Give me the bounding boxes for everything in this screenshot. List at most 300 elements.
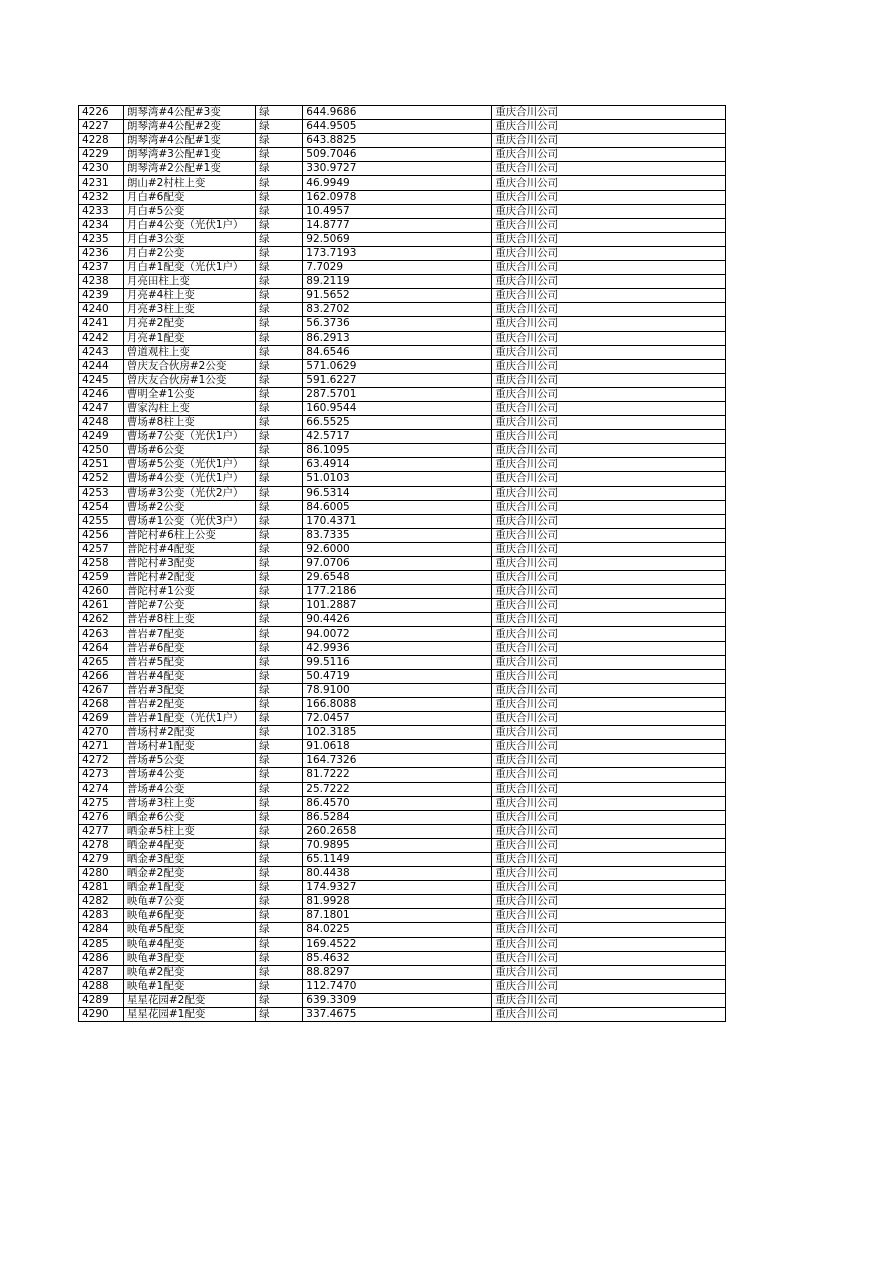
cell-value: 84.0225 (303, 923, 492, 937)
cell-id: 4234 (79, 218, 124, 232)
cell-value: 644.9505 (303, 120, 492, 134)
cell-id: 4238 (79, 275, 124, 289)
cell-company: 重庆合川公司 (492, 613, 726, 627)
cell-company: 重庆合川公司 (492, 627, 726, 641)
cell-id: 4284 (79, 923, 124, 937)
cell-name: 普场#5公变 (123, 754, 255, 768)
cell-company: 重庆合川公司 (492, 261, 726, 275)
cell-value: 287.5701 (303, 387, 492, 401)
cell-name: 曹场#4公变（光伏1户） (123, 472, 255, 486)
cell-value: 63.4914 (303, 458, 492, 472)
cell-id: 4254 (79, 500, 124, 514)
cell-company: 重庆合川公司 (492, 796, 726, 810)
cell-name: 曾道观柱上变 (123, 345, 255, 359)
table-row (79, 289, 726, 303)
cell-company: 重庆合川公司 (492, 965, 726, 979)
table-row (79, 218, 726, 232)
table-row (79, 204, 726, 218)
cell-value: 337.4675 (303, 1008, 492, 1022)
cell-company: 重庆合川公司 (492, 204, 726, 218)
cell-id: 4283 (79, 909, 124, 923)
cell-color: 绿 (256, 275, 303, 289)
cell-company: 重庆合川公司 (492, 909, 726, 923)
cell-id: 4258 (79, 557, 124, 571)
table-row (79, 120, 726, 134)
cell-color: 绿 (256, 726, 303, 740)
cell-value: 166.8088 (303, 697, 492, 711)
cell-company: 重庆合川公司 (492, 881, 726, 895)
cell-value: 81.7222 (303, 768, 492, 782)
cell-name: 曹场#2公变 (123, 500, 255, 514)
table-row (79, 444, 726, 458)
cell-color: 绿 (256, 486, 303, 500)
table-row (79, 430, 726, 444)
table-row (79, 697, 726, 711)
cell-color: 绿 (256, 1008, 303, 1022)
cell-value: 70.9895 (303, 838, 492, 852)
cell-value: 51.0103 (303, 472, 492, 486)
cell-name: 普陀村#3配变 (123, 557, 255, 571)
table-row (79, 726, 726, 740)
cell-id: 4281 (79, 881, 124, 895)
cell-value: 66.5525 (303, 416, 492, 430)
cell-id: 4243 (79, 345, 124, 359)
cell-company: 重庆合川公司 (492, 641, 726, 655)
cell-color: 绿 (256, 317, 303, 331)
table-row (79, 979, 726, 993)
cell-name: 映龟#1配变 (123, 979, 255, 993)
table-row (79, 232, 726, 246)
cell-name: 曾庆友合伙房#2公变 (123, 359, 255, 373)
table-row (79, 867, 726, 881)
cell-value: 571.0629 (303, 359, 492, 373)
cell-value: 639.3309 (303, 993, 492, 1007)
cell-name: 曹明全#1公变 (123, 387, 255, 401)
cell-color: 绿 (256, 683, 303, 697)
cell-id: 4231 (79, 176, 124, 190)
cell-company: 重庆合川公司 (492, 359, 726, 373)
data-table (78, 105, 726, 1022)
cell-id: 4282 (79, 895, 124, 909)
cell-color: 绿 (256, 176, 303, 190)
cell-color: 绿 (256, 697, 303, 711)
cell-name: 普岩#8柱上变 (123, 613, 255, 627)
table-row (79, 571, 726, 585)
cell-name: 普陀#7公变 (123, 599, 255, 613)
cell-color: 绿 (256, 571, 303, 585)
cell-name: 普陀村#4配变 (123, 542, 255, 556)
cell-company: 重庆合川公司 (492, 937, 726, 951)
cell-id: 4252 (79, 472, 124, 486)
cell-color: 绿 (256, 303, 303, 317)
cell-name: 映龟#3配变 (123, 951, 255, 965)
cell-name: 晒金#4配变 (123, 838, 255, 852)
cell-color: 绿 (256, 331, 303, 345)
cell-id: 4257 (79, 542, 124, 556)
cell-company: 重庆合川公司 (492, 218, 726, 232)
cell-name: 普岩#7配变 (123, 627, 255, 641)
cell-name: 晒金#6公变 (123, 810, 255, 824)
cell-color: 绿 (256, 768, 303, 782)
table-row (79, 627, 726, 641)
cell-name: 月亮#2配变 (123, 317, 255, 331)
cell-name: 朗琴湾#4公配#3变 (123, 106, 255, 120)
table-row (79, 345, 726, 359)
cell-id: 4228 (79, 134, 124, 148)
cell-color: 绿 (256, 782, 303, 796)
cell-id: 4229 (79, 148, 124, 162)
cell-id: 4279 (79, 852, 124, 866)
cell-value: 85.4632 (303, 951, 492, 965)
cell-id: 4276 (79, 810, 124, 824)
cell-value: 97.0706 (303, 557, 492, 571)
table-row (79, 909, 726, 923)
cell-company: 重庆合川公司 (492, 768, 726, 782)
cell-color: 绿 (256, 500, 303, 514)
cell-color: 绿 (256, 162, 303, 176)
cell-color: 绿 (256, 289, 303, 303)
cell-color: 绿 (256, 190, 303, 204)
cell-color: 绿 (256, 951, 303, 965)
spreadsheet-region (78, 105, 726, 1022)
cell-company: 重庆合川公司 (492, 782, 726, 796)
table-row (79, 373, 726, 387)
cell-value: 42.5717 (303, 430, 492, 444)
cell-id: 4230 (79, 162, 124, 176)
cell-name: 朗琴湾#4公配#1变 (123, 134, 255, 148)
cell-company: 重庆合川公司 (492, 458, 726, 472)
cell-id: 4248 (79, 416, 124, 430)
cell-id: 4277 (79, 824, 124, 838)
table-row (79, 458, 726, 472)
cell-value: 84.6005 (303, 500, 492, 514)
cell-name: 普场#4公变 (123, 782, 255, 796)
cell-id: 4280 (79, 867, 124, 881)
cell-color: 绿 (256, 838, 303, 852)
cell-id: 4251 (79, 458, 124, 472)
cell-company: 重庆合川公司 (492, 655, 726, 669)
cell-value: 29.6548 (303, 571, 492, 585)
cell-color: 绿 (256, 557, 303, 571)
table-row (79, 754, 726, 768)
cell-color: 绿 (256, 359, 303, 373)
table-row (79, 416, 726, 430)
cell-color: 绿 (256, 909, 303, 923)
cell-value: 260.2658 (303, 824, 492, 838)
cell-color: 绿 (256, 740, 303, 754)
table-row (79, 937, 726, 951)
cell-name: 月白#6配变 (123, 190, 255, 204)
cell-name: 普场村#1配变 (123, 740, 255, 754)
cell-color: 绿 (256, 613, 303, 627)
cell-color: 绿 (256, 528, 303, 542)
table-row (79, 275, 726, 289)
cell-name: 普岩#4配变 (123, 669, 255, 683)
cell-company: 重庆合川公司 (492, 275, 726, 289)
cell-value: 88.8297 (303, 965, 492, 979)
cell-id: 4240 (79, 303, 124, 317)
cell-color: 绿 (256, 867, 303, 881)
table-row (79, 514, 726, 528)
cell-value: 112.7470 (303, 979, 492, 993)
cell-id: 4249 (79, 430, 124, 444)
cell-color: 绿 (256, 458, 303, 472)
cell-name: 映龟#7公变 (123, 895, 255, 909)
cell-color: 绿 (256, 232, 303, 246)
cell-name: 普场#4公变 (123, 768, 255, 782)
table-row (79, 359, 726, 373)
cell-name: 月白#4公变（光伏1户） (123, 218, 255, 232)
cell-company: 重庆合川公司 (492, 345, 726, 359)
cell-company: 重庆合川公司 (492, 289, 726, 303)
cell-value: 101.2887 (303, 599, 492, 613)
cell-id: 4278 (79, 838, 124, 852)
cell-color: 绿 (256, 923, 303, 937)
cell-name: 月亮#3柱上变 (123, 303, 255, 317)
cell-company: 重庆合川公司 (492, 867, 726, 881)
cell-company: 重庆合川公司 (492, 712, 726, 726)
cell-id: 4247 (79, 401, 124, 415)
cell-id: 4273 (79, 768, 124, 782)
table-row (79, 669, 726, 683)
cell-name: 普岩#1配变（光伏1户） (123, 712, 255, 726)
cell-id: 4271 (79, 740, 124, 754)
cell-color: 绿 (256, 514, 303, 528)
cell-value: 7.7029 (303, 261, 492, 275)
cell-company: 重庆合川公司 (492, 852, 726, 866)
cell-id: 4285 (79, 937, 124, 951)
cell-company: 重庆合川公司 (492, 190, 726, 204)
cell-company: 重庆合川公司 (492, 387, 726, 401)
cell-company: 重庆合川公司 (492, 134, 726, 148)
table-row (79, 824, 726, 838)
cell-value: 102.3185 (303, 726, 492, 740)
table-body (79, 106, 726, 1022)
cell-name: 映龟#2配变 (123, 965, 255, 979)
cell-color: 绿 (256, 416, 303, 430)
cell-name: 曹场#5公变（光伏1户） (123, 458, 255, 472)
cell-color: 绿 (256, 120, 303, 134)
cell-value: 87.1801 (303, 909, 492, 923)
table-row (79, 965, 726, 979)
cell-value: 90.4426 (303, 613, 492, 627)
cell-company: 重庆合川公司 (492, 472, 726, 486)
cell-company: 重庆合川公司 (492, 246, 726, 260)
table-row (79, 641, 726, 655)
cell-name: 映龟#4配变 (123, 937, 255, 951)
cell-value: 65.1149 (303, 852, 492, 866)
cell-company: 重庆合川公司 (492, 993, 726, 1007)
cell-company: 重庆合川公司 (492, 585, 726, 599)
cell-color: 绿 (256, 655, 303, 669)
cell-name: 普岩#5配变 (123, 655, 255, 669)
cell-color: 绿 (256, 430, 303, 444)
cell-color: 绿 (256, 712, 303, 726)
cell-company: 重庆合川公司 (492, 1008, 726, 1022)
cell-name: 曹场#6公变 (123, 444, 255, 458)
cell-company: 重庆合川公司 (492, 303, 726, 317)
cell-company: 重庆合川公司 (492, 697, 726, 711)
cell-company: 重庆合川公司 (492, 500, 726, 514)
cell-value: 81.9928 (303, 895, 492, 909)
cell-name: 曹场#1公变（光伏3户） (123, 514, 255, 528)
cell-company: 重庆合川公司 (492, 923, 726, 937)
cell-color: 绿 (256, 852, 303, 866)
cell-color: 绿 (256, 796, 303, 810)
cell-value: 330.9727 (303, 162, 492, 176)
cell-company: 重庆合川公司 (492, 571, 726, 585)
cell-id: 4233 (79, 204, 124, 218)
cell-name: 曹场#7公变（光伏1户） (123, 430, 255, 444)
cell-company: 重庆合川公司 (492, 148, 726, 162)
cell-value: 84.6546 (303, 345, 492, 359)
cell-company: 重庆合川公司 (492, 317, 726, 331)
cell-company: 重庆合川公司 (492, 726, 726, 740)
cell-name: 月白#2公变 (123, 246, 255, 260)
table-row (79, 838, 726, 852)
cell-name: 晒金#3配变 (123, 852, 255, 866)
cell-color: 绿 (256, 965, 303, 979)
table-row (79, 317, 726, 331)
cell-company: 重庆合川公司 (492, 683, 726, 697)
table-row (79, 768, 726, 782)
cell-company: 重庆合川公司 (492, 824, 726, 838)
cell-name: 普陀村#1公变 (123, 585, 255, 599)
table-row (79, 528, 726, 542)
cell-name: 普场村#2配变 (123, 726, 255, 740)
cell-color: 绿 (256, 387, 303, 401)
cell-value: 72.0457 (303, 712, 492, 726)
cell-name: 曹家沟柱上变 (123, 401, 255, 415)
cell-id: 4245 (79, 373, 124, 387)
cell-color: 绿 (256, 401, 303, 415)
cell-id: 4241 (79, 317, 124, 331)
cell-name: 星星花园#1配变 (123, 1008, 255, 1022)
cell-name: 晒金#2配变 (123, 867, 255, 881)
cell-value: 174.9327 (303, 881, 492, 895)
cell-name: 普场#3柱上变 (123, 796, 255, 810)
table-row (79, 303, 726, 317)
table-row (79, 387, 726, 401)
cell-company: 重庆合川公司 (492, 232, 726, 246)
cell-company: 重庆合川公司 (492, 486, 726, 500)
cell-name: 月亮#4柱上变 (123, 289, 255, 303)
cell-id: 4237 (79, 261, 124, 275)
table-row (79, 796, 726, 810)
table-row (79, 500, 726, 514)
table-row (79, 148, 726, 162)
cell-name: 朗琴湾#3公配#1变 (123, 148, 255, 162)
cell-color: 绿 (256, 754, 303, 768)
cell-value: 91.0618 (303, 740, 492, 754)
cell-color: 绿 (256, 881, 303, 895)
cell-color: 绿 (256, 810, 303, 824)
cell-value: 86.1095 (303, 444, 492, 458)
cell-id: 4256 (79, 528, 124, 542)
cell-value: 170.4371 (303, 514, 492, 528)
cell-color: 绿 (256, 204, 303, 218)
cell-id: 4226 (79, 106, 124, 120)
cell-id: 4261 (79, 599, 124, 613)
cell-color: 绿 (256, 627, 303, 641)
cell-name: 映龟#6配变 (123, 909, 255, 923)
table-row (79, 655, 726, 669)
cell-value: 86.4570 (303, 796, 492, 810)
cell-value: 96.5314 (303, 486, 492, 500)
cell-value: 25.7222 (303, 782, 492, 796)
cell-value: 10.4957 (303, 204, 492, 218)
cell-company: 重庆合川公司 (492, 542, 726, 556)
cell-value: 162.0978 (303, 190, 492, 204)
cell-name: 普岩#2配变 (123, 697, 255, 711)
table-row (79, 1008, 726, 1022)
cell-company: 重庆合川公司 (492, 557, 726, 571)
cell-color: 绿 (256, 148, 303, 162)
table-row (79, 712, 726, 726)
table-row (79, 176, 726, 190)
cell-company: 重庆合川公司 (492, 754, 726, 768)
cell-name: 月亮田柱上变 (123, 275, 255, 289)
cell-color: 绿 (256, 824, 303, 838)
cell-company: 重庆合川公司 (492, 979, 726, 993)
cell-id: 4272 (79, 754, 124, 768)
cell-value: 83.7335 (303, 528, 492, 542)
table-row (79, 557, 726, 571)
table-row (79, 585, 726, 599)
cell-id: 4289 (79, 993, 124, 1007)
cell-color: 绿 (256, 542, 303, 556)
cell-id: 4227 (79, 120, 124, 134)
cell-id: 4246 (79, 387, 124, 401)
cell-company: 重庆合川公司 (492, 331, 726, 345)
cell-color: 绿 (256, 246, 303, 260)
cell-color: 绿 (256, 345, 303, 359)
cell-company: 重庆合川公司 (492, 416, 726, 430)
cell-id: 4239 (79, 289, 124, 303)
cell-id: 4290 (79, 1008, 124, 1022)
cell-value: 644.9686 (303, 106, 492, 120)
cell-name: 晒金#1配变 (123, 881, 255, 895)
table-row (79, 993, 726, 1007)
table-row (79, 782, 726, 796)
cell-value: 42.9936 (303, 641, 492, 655)
cell-name: 月白#3公变 (123, 232, 255, 246)
cell-company: 重庆合川公司 (492, 599, 726, 613)
cell-company: 重庆合川公司 (492, 373, 726, 387)
cell-company: 重庆合川公司 (492, 528, 726, 542)
table-row (79, 881, 726, 895)
cell-value: 509.7046 (303, 148, 492, 162)
cell-id: 4287 (79, 965, 124, 979)
cell-color: 绿 (256, 979, 303, 993)
cell-color: 绿 (256, 134, 303, 148)
cell-id: 4269 (79, 712, 124, 726)
cell-value: 177.2186 (303, 585, 492, 599)
cell-id: 4263 (79, 627, 124, 641)
cell-company: 重庆合川公司 (492, 514, 726, 528)
cell-color: 绿 (256, 641, 303, 655)
cell-value: 83.2702 (303, 303, 492, 317)
cell-id: 4265 (79, 655, 124, 669)
cell-color: 绿 (256, 669, 303, 683)
cell-color: 绿 (256, 937, 303, 951)
cell-id: 4253 (79, 486, 124, 500)
cell-company: 重庆合川公司 (492, 401, 726, 415)
cell-name: 普岩#6配变 (123, 641, 255, 655)
cell-id: 4259 (79, 571, 124, 585)
cell-id: 4274 (79, 782, 124, 796)
cell-company: 重庆合川公司 (492, 951, 726, 965)
